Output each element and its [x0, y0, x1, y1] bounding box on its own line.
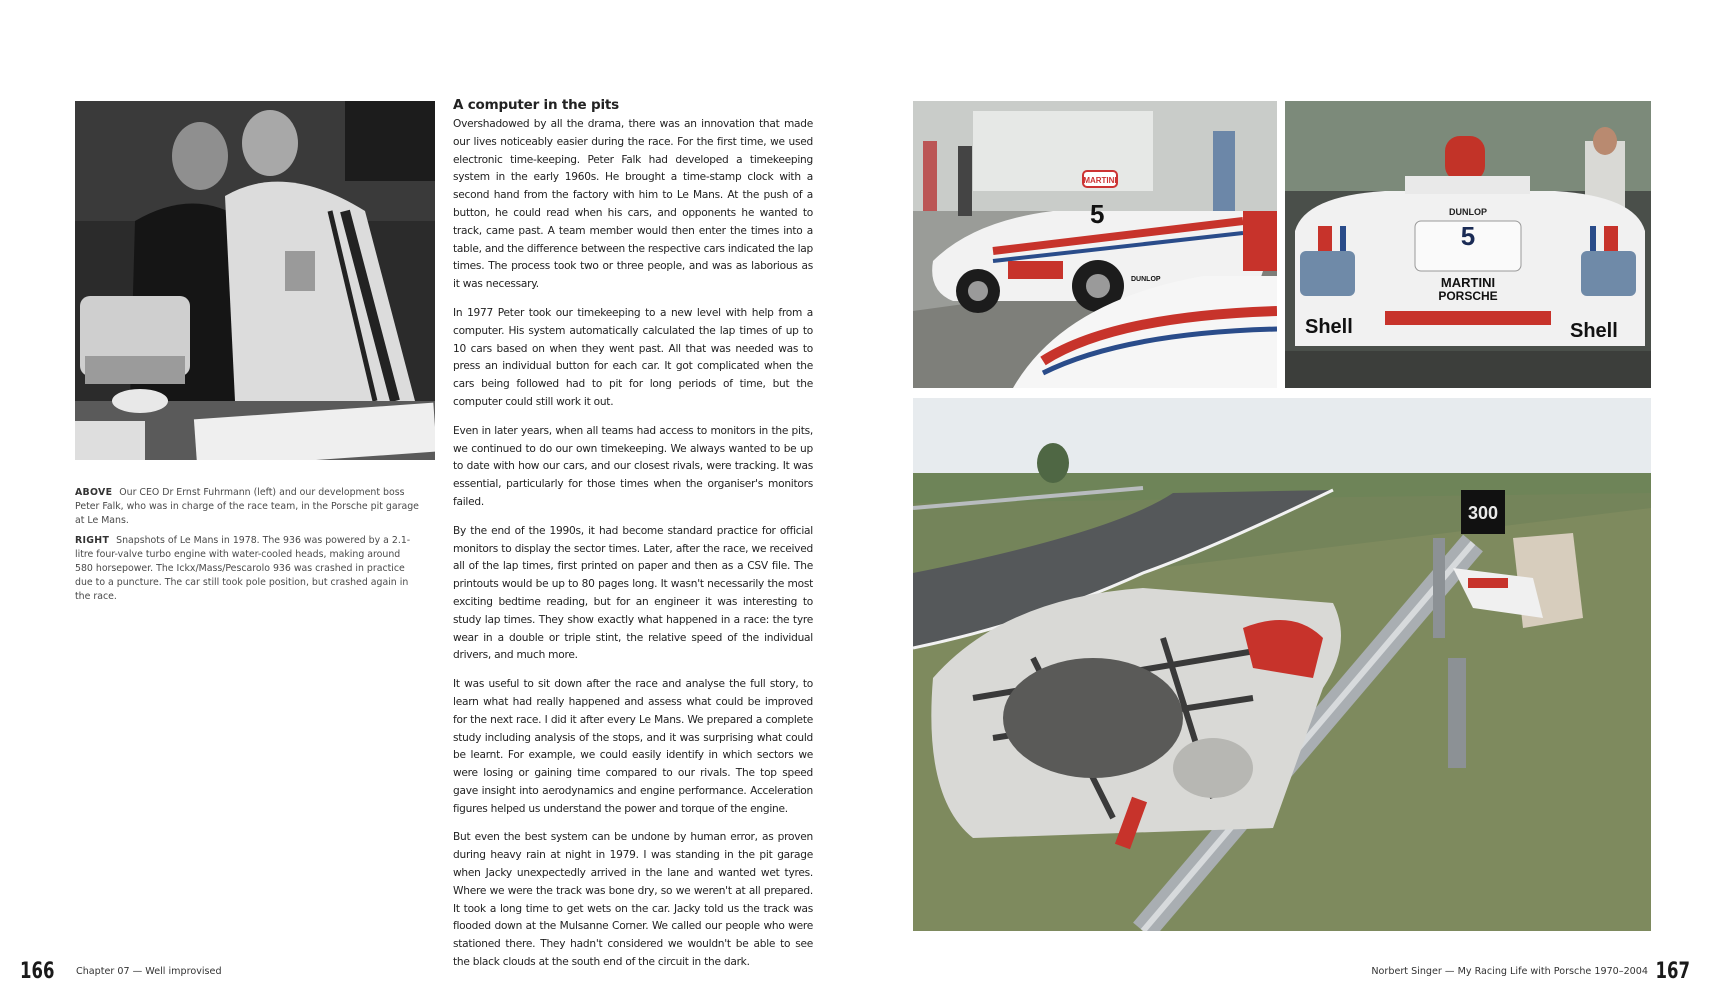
photo-pit-garage-portrait [75, 101, 435, 460]
article-paragraph: By the end of the 1990s, it had become standard practice for official monitors to display the sector times. Later, after the race, we received all of the lap times, first printed on paper and then as a CSV file. The printouts would be up to 80 pages long. It wasn't necessarily the most exciting bedtime reading, but for an engineer it was interesting to study lap times. They show exactly what happened in a race: the tyre wear in a double or triple stint, the relative speed of the individual drivers, and much more. [453, 524, 813, 662]
photo-pit-lane-side [913, 101, 1277, 388]
pit-left-badge: MARTINI [1083, 176, 1117, 185]
running-footer-chapter: Chapter 07 — Well improvised [76, 966, 222, 977]
caption-right-text: Snapshots of Le Mans in 1978. The 936 was powered by a 2.1-litre four-valve turbo engine with water-cooled heads, making around 580 horsepower. The Ickx/Mass/Pescarolo 936 was crashed in practice due to a puncture. The car still took pole position, but crashed again in the race. [75, 535, 411, 602]
pit-right-brand-top: DUNLOP [1449, 207, 1487, 217]
photo-captions [75, 486, 420, 610]
article-column [453, 97, 813, 983]
article-heading: A computer in the pits [453, 97, 619, 113]
caption-right-tag: RIGHT [75, 535, 110, 546]
pit-right-car-number: 5 [1460, 221, 1476, 251]
caption-above [75, 486, 420, 528]
photo-crashed-car [913, 398, 1651, 931]
pit-right-livery-line2: PORSCHE [1438, 289, 1498, 303]
caption-right [75, 534, 420, 604]
photo-pit-lane-front [1285, 101, 1651, 388]
crash-distance-board: 300 [1467, 503, 1499, 523]
article-paragraph: Even in later years, when all teams had access to monitors in the pits, we continued to do our own timekeeping. We always wanted to be up to date with how our cars, and our closest rivals, were tracking. It was essential, particularly for those times when the organiser's monitors failed. [453, 424, 813, 508]
article-paragraph: It was useful to sit down after the race and analyse the full story, to learn what had really happened and assess what could be improved for the next race. I did it after every Le Mans. We prepared a complete study including analysis of the stops, and it was surprising what could be learnt. For example, we could easily identify in which sectors we were losing or gaining time compared to our rivals. The top speed gave insight into aerodynamics and engine performance. Acceleration figures helped us understand the power and torque of the engine. [453, 678, 813, 815]
article-paragraph: But even the best system can be undone by human error, as proven during heavy rain at night in 1979. I was standing in the pit garage when Jacky unexpectedly arrived in the lane and wanted wet tyres. Where we were the track was bone dry, so we weren't at all prepared. It took a long time to get wets on the car. Jacky told us the track was flooded down at the Mulsanne Corner. We called our people who were stationed there. They hadn't considered we wouldn't be able to see the black clouds at the south end of the circuit in the dark. [453, 831, 813, 969]
caption-above-text: Our CEO Dr Ernst Fuhrmann (left) and our development boss Peter Falk, who was in charge of the race team, in the Porsche pit garage at Le Mans. [75, 487, 419, 526]
running-footer-book-title: Norbert Singer — My Racing Life with Porsche 1970–2004 [1371, 966, 1648, 977]
caption-above-tag: ABOVE [75, 487, 113, 498]
article-paragraph: Overshadowed by all the drama, there was an innovation that made our lives noticeably easier during the race. For the first time, we used electronic time-keeping. Peter Falk had developed a timekeeping system in the early 1960s. He brought a time-stamp clock with a second hand from the factory with him to Le Mans. At the push of a button, he could read when his cars, and opponents he wanted to track, came past. A team member would then enter the times into a table, and the difference between the respective cars indicated the lap times. The process took two or three people, and was as laborious as it was necessary. [453, 118, 813, 291]
pit-right-sponsor-right: Shell [1570, 320, 1618, 342]
pit-right-livery-line1: MARTINI [1440, 275, 1496, 290]
pit-left-tyre-brand: DUNLOP [1131, 276, 1161, 283]
article-paragraph: In 1977 Peter took our timekeeping to a new level with help from a computer. His system automatically calculated the lap times of up to 10 cars based on when they went past. All that was needed was to press an individual button for each car. It got complicated when the cars being followed had to pit for long periods of time, but the computer could still work it out. [453, 306, 813, 408]
pit-right-sponsor-left: Shell [1305, 316, 1353, 338]
pit-left-car-number: 5 [1090, 199, 1105, 229]
page-number-right: 167 [1655, 959, 1690, 984]
page-number-left: 166 [20, 959, 55, 984]
